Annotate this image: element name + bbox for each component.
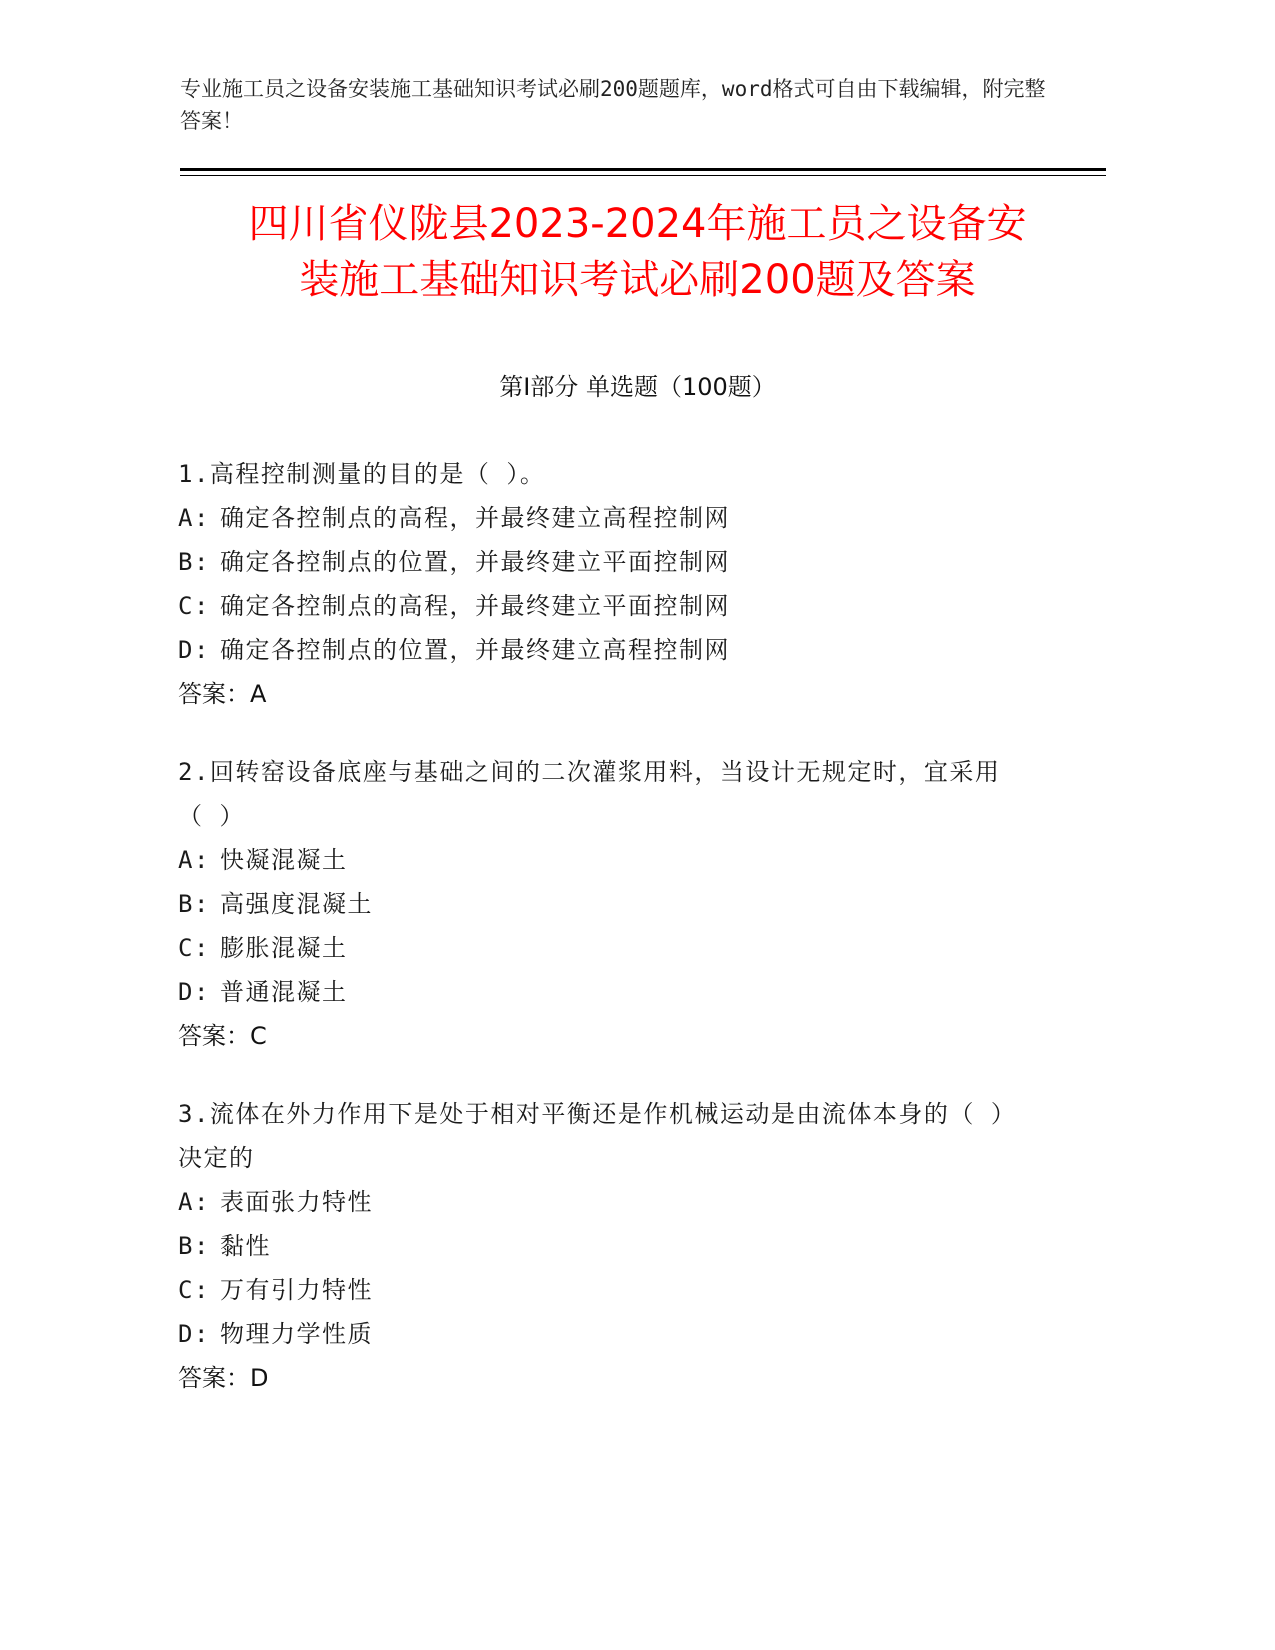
option-text: 表面张力特性 xyxy=(220,1188,373,1216)
option-d xyxy=(178,628,1018,672)
option-text: 快凝混凝土 xyxy=(220,846,348,874)
option-d xyxy=(178,970,1018,1014)
option-letter: C: xyxy=(178,934,210,962)
title-line-2: 装施工基础知识考试必刷200题及答案 xyxy=(299,257,976,303)
answer-label: 答案： xyxy=(178,1364,250,1392)
option-a xyxy=(178,496,1018,540)
option-text: 普通混凝土 xyxy=(220,978,348,1006)
option-letter: A: xyxy=(178,846,210,874)
header-note: 专业施工员之设备安装施工基础知识考试必刷200题题库，word格式可自由下载编辑，附完整答案！ xyxy=(180,77,1046,133)
option-text: 确定各控制点的位置，并最终建立平面控制网 xyxy=(220,548,730,576)
option-letter: B: xyxy=(178,548,210,576)
option-letter: A: xyxy=(178,1188,210,1216)
option-letter: D: xyxy=(178,978,210,1006)
header-rule-thin xyxy=(180,175,1106,176)
option-text: 确定各控制点的高程，并最终建立平面控制网 xyxy=(220,592,730,620)
question-stem: 1.高程控制测量的目的是（ ）。 xyxy=(178,460,546,488)
option-letter: A: xyxy=(178,504,210,532)
option-letter: C: xyxy=(178,592,210,620)
option-text: 高强度混凝土 xyxy=(220,890,373,918)
option-letter: D: xyxy=(178,636,210,664)
question-stem: 3.流体在外力作用下是处于相对平衡还是作机械运动是由流体本身的（ ）决定的 xyxy=(178,1100,1017,1172)
answer-value: C xyxy=(250,1022,267,1050)
option-text: 物理力学性质 xyxy=(220,1320,373,1348)
option-d xyxy=(178,1312,1018,1356)
option-text: 万有引力特性 xyxy=(220,1276,373,1304)
section-title: 第Ⅰ部分 单选题（100题） xyxy=(499,373,776,401)
option-b xyxy=(178,882,1018,926)
option-text: 黏性 xyxy=(220,1232,271,1260)
question-2 xyxy=(178,750,1018,1058)
option-letter: B: xyxy=(178,890,210,918)
option-letter: D: xyxy=(178,1320,210,1348)
title-line-1: 四川省仪陇县2023-2024年施工员之设备安 xyxy=(248,201,1027,247)
option-b xyxy=(178,1224,1018,1268)
option-text: 确定各控制点的位置，并最终建立高程控制网 xyxy=(220,636,730,664)
option-text: 膨胀混凝土 xyxy=(220,934,348,962)
option-letter: B: xyxy=(178,1232,210,1260)
question-3 xyxy=(178,1092,1018,1400)
answer-value: D xyxy=(250,1364,269,1392)
question-stem: 2.回转窑设备底座与基础之间的二次灌浆用料，当设计无规定时，宜采用（ ） xyxy=(178,758,1001,830)
option-b xyxy=(178,540,1018,584)
document-title xyxy=(150,196,1125,308)
option-c xyxy=(178,926,1018,970)
option-letter: C: xyxy=(178,1276,210,1304)
answer-line xyxy=(178,1014,1018,1058)
answer-line xyxy=(178,672,1018,716)
answer-line xyxy=(178,1356,1018,1400)
answer-value: A xyxy=(250,680,267,708)
question-list xyxy=(178,452,1018,1434)
answer-label: 答案： xyxy=(178,1022,250,1050)
answer-label: 答案： xyxy=(178,680,250,708)
question-1 xyxy=(178,452,1018,716)
option-a xyxy=(178,1180,1018,1224)
option-c xyxy=(178,1268,1018,1312)
option-a xyxy=(178,838,1018,882)
option-c xyxy=(178,584,1018,628)
option-text: 确定各控制点的高程，并最终建立高程控制网 xyxy=(220,504,730,532)
header-rule-thick xyxy=(180,168,1106,171)
